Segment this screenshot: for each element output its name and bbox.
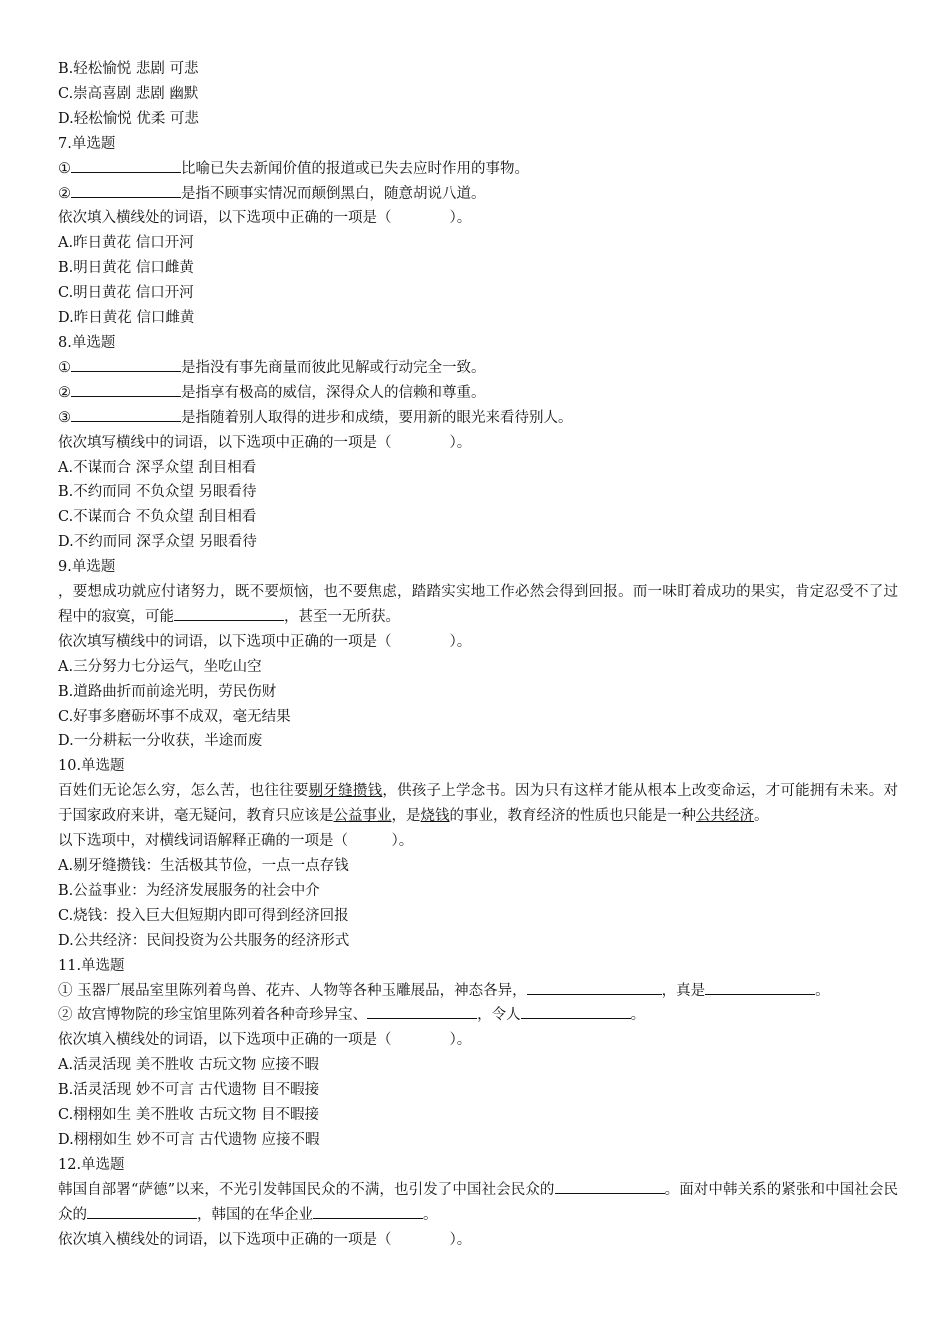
q8-sentence-2: ② 是指享有极高的威信，深得众人的信赖和尊重。 <box>58 381 898 406</box>
blank <box>71 356 181 372</box>
q8-option-d: D.不约而同 深孚众望 另眼看待 <box>58 534 257 551</box>
q10-paragraph: 百姓们无论怎么穷，怎么苦，也往往要剔牙缝攒钱，供孩子上学念书。因为只有这样才能从根本上改变命运，才可能拥有未来。对于国家政府来讲，毫无疑问，教育只应该是公益事业，是烧钱的事业，教育经济的性质也只能是一种公共经济。 <box>58 783 899 825</box>
q11-option-b: B.活灵活现 妙不可言 古代遗物 目不暇接 <box>58 1082 320 1099</box>
blank <box>555 1178 665 1194</box>
underlined-term: 剔牙缝攒钱 <box>308 783 383 800</box>
underlined-term: 烧钱 <box>420 808 450 825</box>
q9-prompt: 依次填写横线中的词语，以下选项中正确的一项是（ ）。 <box>58 633 472 650</box>
blank <box>71 157 181 173</box>
q8-option-c: C.不谋而合 不负众望 刮目相看 <box>58 509 257 526</box>
q7-sentence-1: ① 比喻已失去新闻价值的报道或已失去应时作用的事物。 <box>58 157 898 182</box>
document-page <box>58 57 898 1253</box>
option-c: C.崇高喜剧 悲剧 幽默 <box>58 85 199 102</box>
q9-option-d: D.一分耕耘一分收获，半途而废 <box>58 733 263 750</box>
q10-option-b: B.公益事业：为经济发展服务的社会中介 <box>58 882 320 899</box>
q7-option-b: B.明日黄花 信口雌黄 <box>58 260 194 277</box>
blank <box>367 1003 477 1019</box>
blank <box>71 182 181 198</box>
blank <box>87 1203 197 1219</box>
q8-title: 8.单选题 <box>58 334 116 351</box>
q11-prompt: 依次填入横线处的词语，以下选项中正确的一项是（ ）。 <box>58 1032 472 1049</box>
q7-option-a: A.昨日黄花 信口开河 <box>58 235 194 252</box>
q7-option-c: C.明日黄花 信口开河 <box>58 285 194 302</box>
underlined-term: 公共经济 <box>696 808 754 825</box>
q11-title: 11.单选题 <box>58 957 125 974</box>
q8-option-a: A.不谋而合 深孚众望 刮目相看 <box>58 459 257 476</box>
q7-sentence-2: ② 是指不顾事实情况而颠倒黑白，随意胡说八道。 <box>58 182 898 207</box>
q10-title: 10.单选题 <box>58 758 125 775</box>
q12-title: 12.单选题 <box>58 1156 125 1173</box>
blank <box>71 406 181 422</box>
q8-sentence-3: ③ 是指随着别人取得的进步和成绩，要用新的眼光来看待别人。 <box>58 406 898 431</box>
blank <box>521 1003 631 1019</box>
q10-option-d: D.公共经济：民间投资为公共服务的经济形式 <box>58 932 350 949</box>
q7-prompt: 依次填入横线处的词语，以下选项中正确的一项是（ ）。 <box>58 210 472 227</box>
q8-sentence-1: ① 是指没有事先商量而彼此见解或行动完全一致。 <box>58 356 898 381</box>
q9-option-b: B.道路曲折而前途光明，劳民伤财 <box>58 683 277 700</box>
q11-option-d: D.栩栩如生 妙不可言 古代遗物 应接不暇 <box>58 1131 320 1148</box>
blank <box>313 1203 423 1219</box>
q11-sentence-1: ① 玉器厂展品室里陈列着鸟兽、花卉、人物等各种玉雕展品，神态各异， ，真是 。 <box>58 979 898 1004</box>
option-d: D.轻松愉悦 优柔 可悲 <box>58 110 199 127</box>
q7-option-d: D.昨日黄花 信口雌黄 <box>58 310 195 327</box>
blank <box>527 979 662 995</box>
q9-option-a: A.三分努力七分运气，坐吃山空 <box>58 658 262 675</box>
q10-option-a: A.剔牙缝攒钱：生活极其节俭，一点一点存钱 <box>58 858 349 874</box>
q9-option-c: C.好事多磨砺坏事不成双，毫无结果 <box>58 708 291 725</box>
q11-option-c: C.栩栩如生 美不胜收 古玩文物 目不暇接 <box>58 1107 320 1124</box>
option-b: B.轻松愉悦 悲剧 可悲 <box>58 61 199 77</box>
blank <box>174 605 284 621</box>
q11-sentence-2: ② 故宫博物院的珍宝馆里陈列着各种奇珍异宝、 ，令人 。 <box>58 1003 898 1028</box>
q10-option-c: C.烧钱：投入巨大但短期内即可得到经济回报 <box>58 907 349 924</box>
q8-option-b: B.不约而同 不负众望 另眼看待 <box>58 484 257 501</box>
q12-prompt: 依次填入横线处的词语，以下选项中正确的一项是（ ）。 <box>58 1231 472 1248</box>
q10-prompt: 以下选项中，对横线词语解释正确的一项是（ ）。 <box>58 833 414 850</box>
q8-prompt: 依次填写横线中的词语，以下选项中正确的一项是（ ）。 <box>58 434 472 451</box>
q9-title: 9.单选题 <box>58 559 116 576</box>
q7-title: 7.单选题 <box>58 135 116 152</box>
underlined-term: 公益事业 <box>333 808 392 825</box>
q12-paragraph: 韩国自部署“萨德”以来，不光引发韩国民众的不满，也引发了中国社会民众的 。面对中韩关系的紧张和中国社会民众的 ，韩国的在华企业 。 <box>58 1178 898 1228</box>
blank <box>71 381 181 397</box>
blank <box>705 979 815 995</box>
q9-paragraph: ，要想成功就应付诸努力，既不要烦恼，也不要焦虑，踏踏实实地工作必然会得到回报。而一味盯着成功的果实，肯定忍受不了过程中的寂寞，可能 ，甚至一无所获。 <box>58 584 898 625</box>
q11-option-a: A.活灵活现 美不胜收 古玩文物 应接不暇 <box>58 1057 319 1074</box>
